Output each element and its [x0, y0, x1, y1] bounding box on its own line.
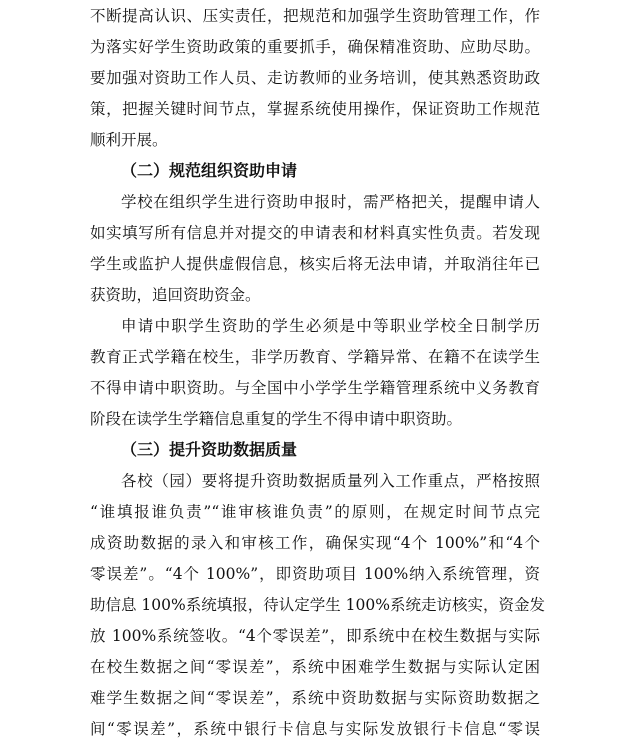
paragraph-line: 策，把握关键时间节点，掌握系统使用操作，保证资助工作规范	[90, 100, 540, 118]
paragraph-line: 如实填写所有信息并对提交的申请表和材料真实性负责。若发现	[90, 224, 540, 242]
paragraph-line: 不得申请中职资助。与全国中小学学生学籍管理系统中义务教育	[90, 379, 540, 397]
paragraph-line: 学校在组织学生进行资助申报时，需严格把关，提醒申请人	[121, 193, 540, 211]
paragraph-line: 在校生数据之间“零误差”，系统中困难学生数据与实际认定困	[90, 658, 540, 676]
paragraph-line: 获资助，追回资助资金。	[90, 286, 261, 304]
paragraph-line: 为落实好学生资助政策的重要抓手，确保精准资助、应助尽助。	[90, 38, 540, 56]
paragraph-line: 教育正式学籍在校生，非学历教育、学籍异常、在籍不在读学生	[90, 348, 540, 366]
paragraph-line: 要加强对资助工作人员、走访教师的业务培训，使其熟悉资助政	[90, 69, 540, 87]
section-heading: （三）提升资助数据质量	[121, 440, 298, 459]
paragraph-line: 学生或监护人提供虚假信息，核实后将无法申请，并取消往年已	[90, 255, 540, 273]
paragraph-line: 阶段在读学生学籍信息重复的学生不得申请中职资助。	[90, 410, 463, 428]
paragraph-line: 成资助数据的录入和审核工作，确保实现“4个 100%”和“4个	[90, 534, 540, 552]
paragraph-line: 不断提高认识、压实责任，把规范和加强学生资助管理工作，作	[90, 7, 540, 25]
paragraph-line: 助信息 100%系统填报，待认定学生 100%系统走访核实，资金发	[90, 596, 545, 614]
paragraph-line: 顺利开展。	[90, 131, 168, 149]
paragraph-line: “谁填报谁负责”“谁审核谁负责”的原则，在规定时间节点完	[90, 503, 540, 521]
paragraph-line: 零误差”。“4个 100%”，即资助项目 100%纳入系统管理，资	[90, 565, 540, 583]
paragraph-line: 难学生数据之间“零误差”，系统中资助数据与实际资助数据之	[90, 689, 540, 707]
paragraph-line: 申请中职学生资助的学生必须是中等职业学校全日制学历	[121, 317, 540, 335]
paragraph-line: 放 100%系统签收。“4个零误差”，即系统中在校生数据与实际	[90, 627, 540, 645]
section-heading: （二）规范组织资助申请	[121, 161, 298, 180]
paragraph-line: 各校（园）要将提升资助数据质量列入工作重点，严格按照	[121, 472, 540, 490]
paragraph-line: 间“零误差”，系统中银行卡信息与实际发放银行卡信息“零误	[90, 720, 540, 738]
